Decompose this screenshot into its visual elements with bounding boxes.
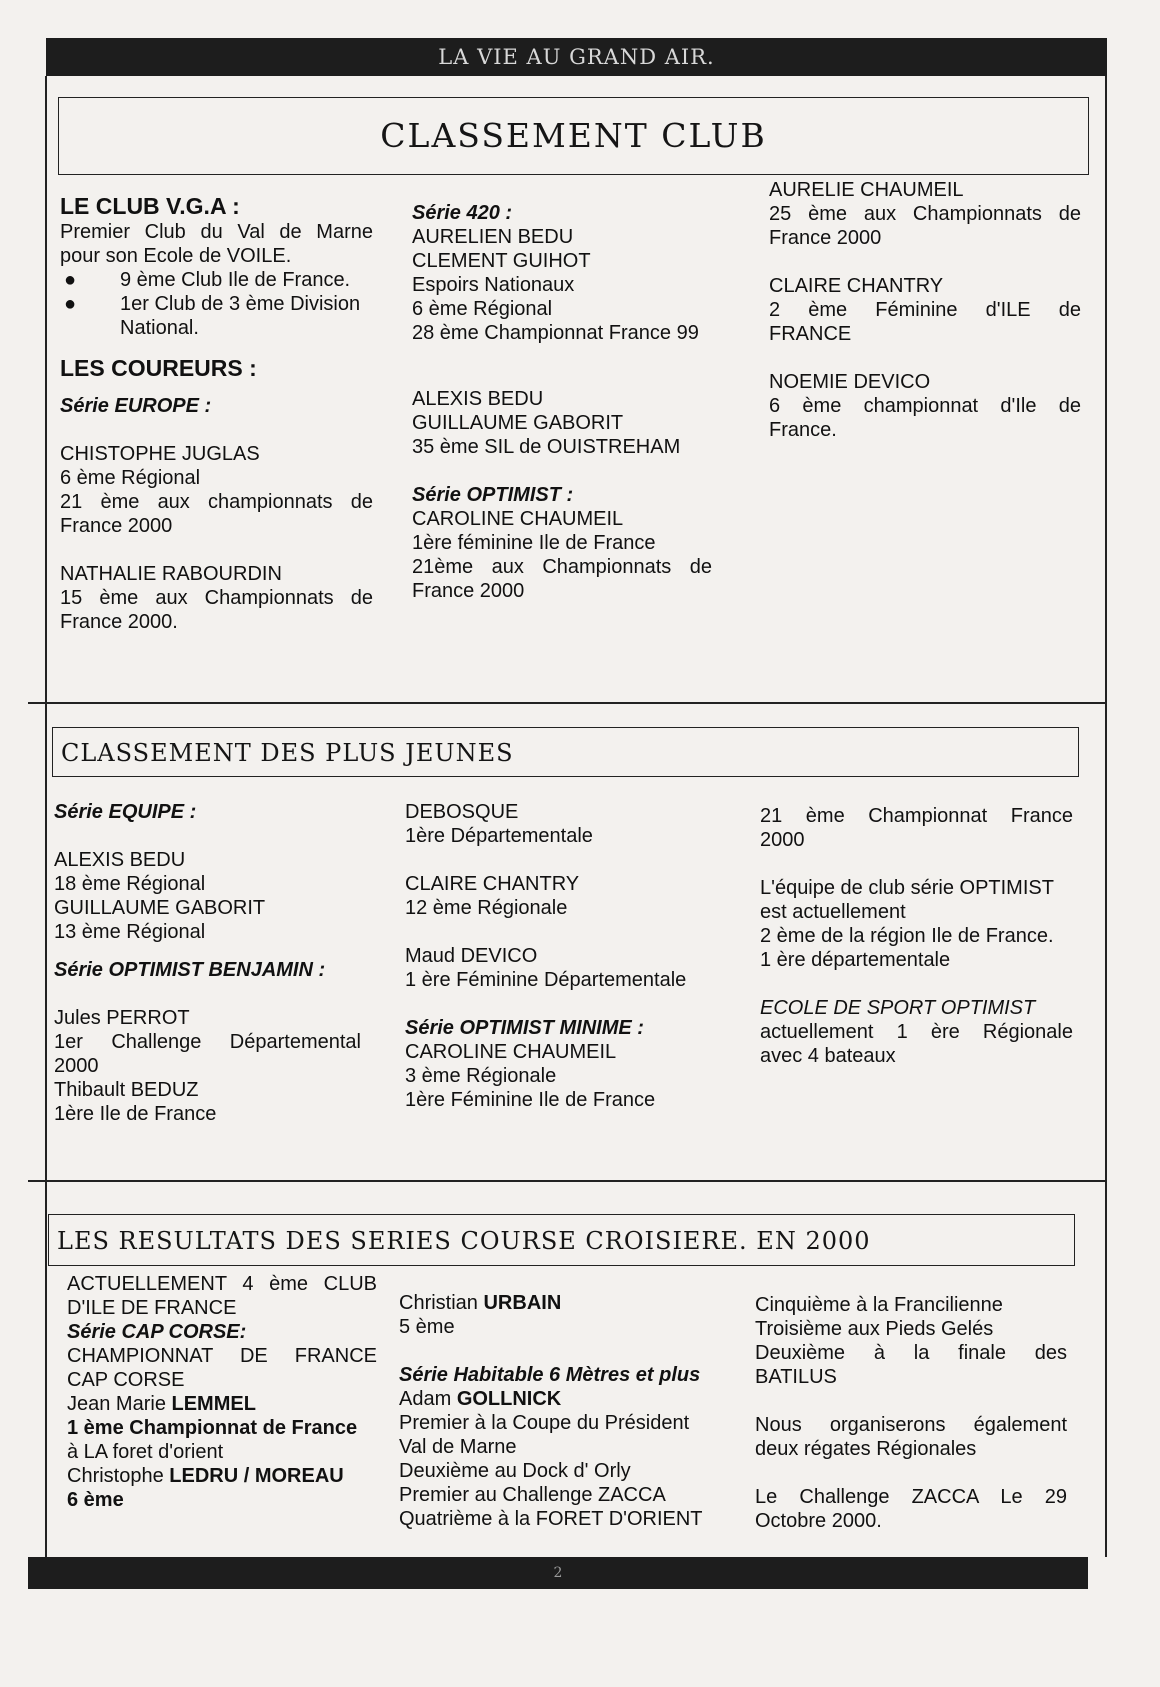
- runner-result: FRANCE: [769, 323, 852, 345]
- club-desc-line: Premier Club du Val de Marne: [60, 221, 373, 243]
- runner-name: ALEXIS BEDU: [54, 849, 186, 871]
- club-bullet-list: [60, 268, 373, 340]
- list-item: National.: [120, 317, 199, 339]
- runner-result: Val de Marne: [399, 1436, 517, 1458]
- divider-2: [28, 1180, 1105, 1182]
- runner-name: Maud DEVICO: [405, 945, 538, 967]
- runner-result: 13 ème Régional: [54, 921, 206, 943]
- runner-result: Espoirs Nationaux: [412, 274, 575, 296]
- runner-result: France.: [769, 419, 837, 441]
- club-status: avec 4 bateaux: [760, 1045, 896, 1067]
- serie-habitable-label: Série Habitable 6 Mètres et plus: [399, 1364, 701, 1386]
- runner-name: Thibault BEDUZ: [54, 1079, 199, 1101]
- runner-name: CLAIRE CHANTRY: [769, 275, 944, 297]
- bullet-icon: ●: [64, 293, 77, 315]
- runners-title: LES COUREURS :: [60, 355, 257, 381]
- heading-text: CLASSEMENT CLUB: [380, 116, 767, 155]
- runner-result: France 2000: [412, 580, 525, 602]
- serie-equipe-label: Série EQUIPE :: [54, 801, 197, 823]
- header-title: LA VIE AU GRAND AIR.: [438, 45, 715, 69]
- announcement: Le Challenge ZACCA Le 29: [755, 1486, 1067, 1508]
- race-name: CAP CORSE: [67, 1369, 185, 1391]
- runner-name: DEBOSQUE: [405, 801, 519, 823]
- runner-result: 1er Challenge Départemental: [54, 1031, 361, 1053]
- runner-result: France 2000: [60, 515, 173, 537]
- section3-column-1: [67, 1272, 377, 1512]
- runner-name: Jean Marie LEMMEL: [67, 1393, 256, 1415]
- club-status: 2 ème de la région Ile de France.: [760, 925, 1054, 947]
- ecole-sport-label: ECOLE DE SPORT OPTIMIST: [760, 997, 1036, 1019]
- section1-column-2: [412, 201, 712, 603]
- runner-result: 1ère Ile de France: [54, 1103, 217, 1125]
- page-header-bar: [46, 38, 1107, 76]
- club-status: L'équipe de club série OPTIMIST: [760, 877, 1054, 899]
- club-status: est actuellement: [760, 901, 906, 923]
- list-item: ● 9 ème Club Ile de France.: [64, 269, 351, 291]
- runner-name: CAROLINE CHAUMEIL: [405, 1041, 617, 1063]
- runner-result: 1ère féminine Ile de France: [412, 532, 656, 554]
- runner-result: 1 ère Féminine Départementale: [405, 969, 687, 991]
- runner-name: AURELIE CHAUMEIL: [769, 179, 964, 201]
- runner-name: Christophe LEDRU / MOREAU: [67, 1465, 344, 1487]
- section-heading-classement-club: [58, 97, 1089, 175]
- serie-benjamin-label: Série OPTIMIST BENJAMIN :: [54, 959, 326, 981]
- runner-result: Deuxième à la finale des: [755, 1342, 1067, 1364]
- runner-result: 12 ème Régionale: [405, 897, 568, 919]
- section2-column-3: [760, 804, 1073, 1068]
- heading-text: LES RESULTATS DES SERIES COURSE CROISIERE. EN 2000: [57, 1227, 871, 1255]
- club-status: ACTUELLEMENT 4 ème CLUB: [67, 1273, 377, 1295]
- runner-result: Quatrième à la FORET D'ORIENT: [399, 1508, 703, 1530]
- section3-column-3: [755, 1293, 1067, 1533]
- club-status: D'ILE DE FRANCE: [67, 1297, 237, 1319]
- serie-optimist-label: Série OPTIMIST :: [412, 484, 574, 506]
- runner-result: 25 ème aux Championnats de: [769, 203, 1081, 225]
- section1-column-3: [769, 178, 1081, 442]
- race-name: CHAMPIONNAT DE FRANCE: [67, 1345, 377, 1367]
- runner-name: Christian URBAIN: [399, 1292, 562, 1314]
- runner-name: NATHALIE RABOURDIN: [60, 563, 282, 585]
- runner-result: 2000: [54, 1055, 99, 1077]
- runner-name: GUILLAUME GABORIT: [412, 412, 624, 434]
- club-title: LE CLUB V.G.A :: [60, 193, 240, 219]
- runner-result: BATILUS: [755, 1366, 837, 1388]
- runner-name: GUILLAUME GABORIT: [54, 897, 266, 919]
- club-desc-line: pour son Ecole de VOILE.: [60, 245, 292, 267]
- section2-column-1: [54, 800, 361, 1126]
- runner-result: 6 ème: [67, 1489, 124, 1511]
- announcement: Nous organiserons également: [755, 1414, 1067, 1436]
- page-footer-bar: [28, 1557, 1088, 1589]
- runner-result: 5 ème: [399, 1316, 455, 1338]
- runner-name: Adam GOLLNICK: [399, 1388, 562, 1410]
- section1-column-1: [60, 192, 373, 634]
- runner-name: AURELIEN BEDU: [412, 226, 574, 248]
- club-status: 1 ère départementale: [760, 949, 951, 971]
- announcement: deux régates Régionales: [755, 1438, 977, 1460]
- serie-cap-corse-label: Série CAP CORSE:: [67, 1321, 247, 1343]
- runner-result: France 2000: [769, 227, 882, 249]
- runner-name: NOEMIE DEVICO: [769, 371, 931, 393]
- runner-result: 2000: [760, 829, 805, 851]
- section3-column-2: [399, 1291, 719, 1531]
- runner-result: 6 ème championnat d'Ile de: [769, 395, 1081, 417]
- runner-result: France 2000.: [60, 611, 178, 633]
- runner-result: 1 ème Championnat de France: [67, 1417, 358, 1439]
- runner-name: CLAIRE CHANTRY: [405, 873, 580, 895]
- runner-result: 21ème aux Championnats de: [412, 556, 712, 578]
- announcement: Octobre 2000.: [755, 1510, 882, 1532]
- runner-name: Jules PERROT: [54, 1007, 190, 1029]
- runner-result: 21 ème aux championnats de: [60, 491, 373, 513]
- serie-420-label: Série 420 :: [412, 202, 513, 224]
- list-item: ● 1er Club de 3 ème Division: [64, 293, 361, 315]
- runner-result: 15 ème aux Championnats de: [60, 587, 373, 609]
- section-heading-plus-jeunes: [52, 727, 1079, 777]
- runner-result: 3 ème Régionale: [405, 1065, 557, 1087]
- serie-europe-label: Série EUROPE :: [60, 395, 212, 417]
- serie-minime-label: Série OPTIMIST MINIME :: [405, 1017, 644, 1039]
- runner-name: CLEMENT GUIHOT: [412, 250, 591, 272]
- runner-name: CAROLINE CHAUMEIL: [412, 508, 624, 530]
- runner-name: ALEXIS BEDU: [412, 388, 544, 410]
- runner-result: 6 ème Régional: [60, 467, 201, 489]
- bullet-icon: ●: [64, 269, 77, 291]
- divider-1: [28, 702, 1105, 704]
- runner-result: 35 ème SIL de OUISTREHAM: [412, 436, 681, 458]
- runner-result: 6 ème Régional: [412, 298, 553, 320]
- runner-result: Premier à la Coupe du Président: [399, 1412, 690, 1434]
- runner-result: à LA foret d'orient: [67, 1441, 224, 1463]
- runner-result: 18 ème Régional: [54, 873, 206, 895]
- page-number: 2: [553, 1565, 563, 1581]
- section-heading-course-croisiere: [48, 1214, 1075, 1266]
- runner-name: CHISTOPHE JUGLAS: [60, 443, 260, 465]
- runner-result: Cinquième à la Francilienne: [755, 1294, 1003, 1316]
- runner-result: 2 ème Féminine d'ILE de: [769, 299, 1081, 321]
- runner-result: Troisième aux Pieds Gelés: [755, 1318, 994, 1340]
- runner-result: 1ère Féminine Ile de France: [405, 1089, 656, 1111]
- runner-result: 28 ème Championnat France 99: [412, 322, 699, 344]
- runner-result: Deuxième au Dock d' Orly: [399, 1460, 631, 1482]
- heading-text: CLASSEMENT DES PLUS JEUNES: [61, 739, 514, 767]
- section2-column-2: [405, 800, 705, 1112]
- club-status: actuellement 1 ère Régionale: [760, 1021, 1073, 1043]
- runner-result: Premier au Challenge ZACCA: [399, 1484, 666, 1506]
- runner-result: 21 ème Championnat France: [760, 805, 1073, 827]
- runner-result: 1ère Départementale: [405, 825, 593, 847]
